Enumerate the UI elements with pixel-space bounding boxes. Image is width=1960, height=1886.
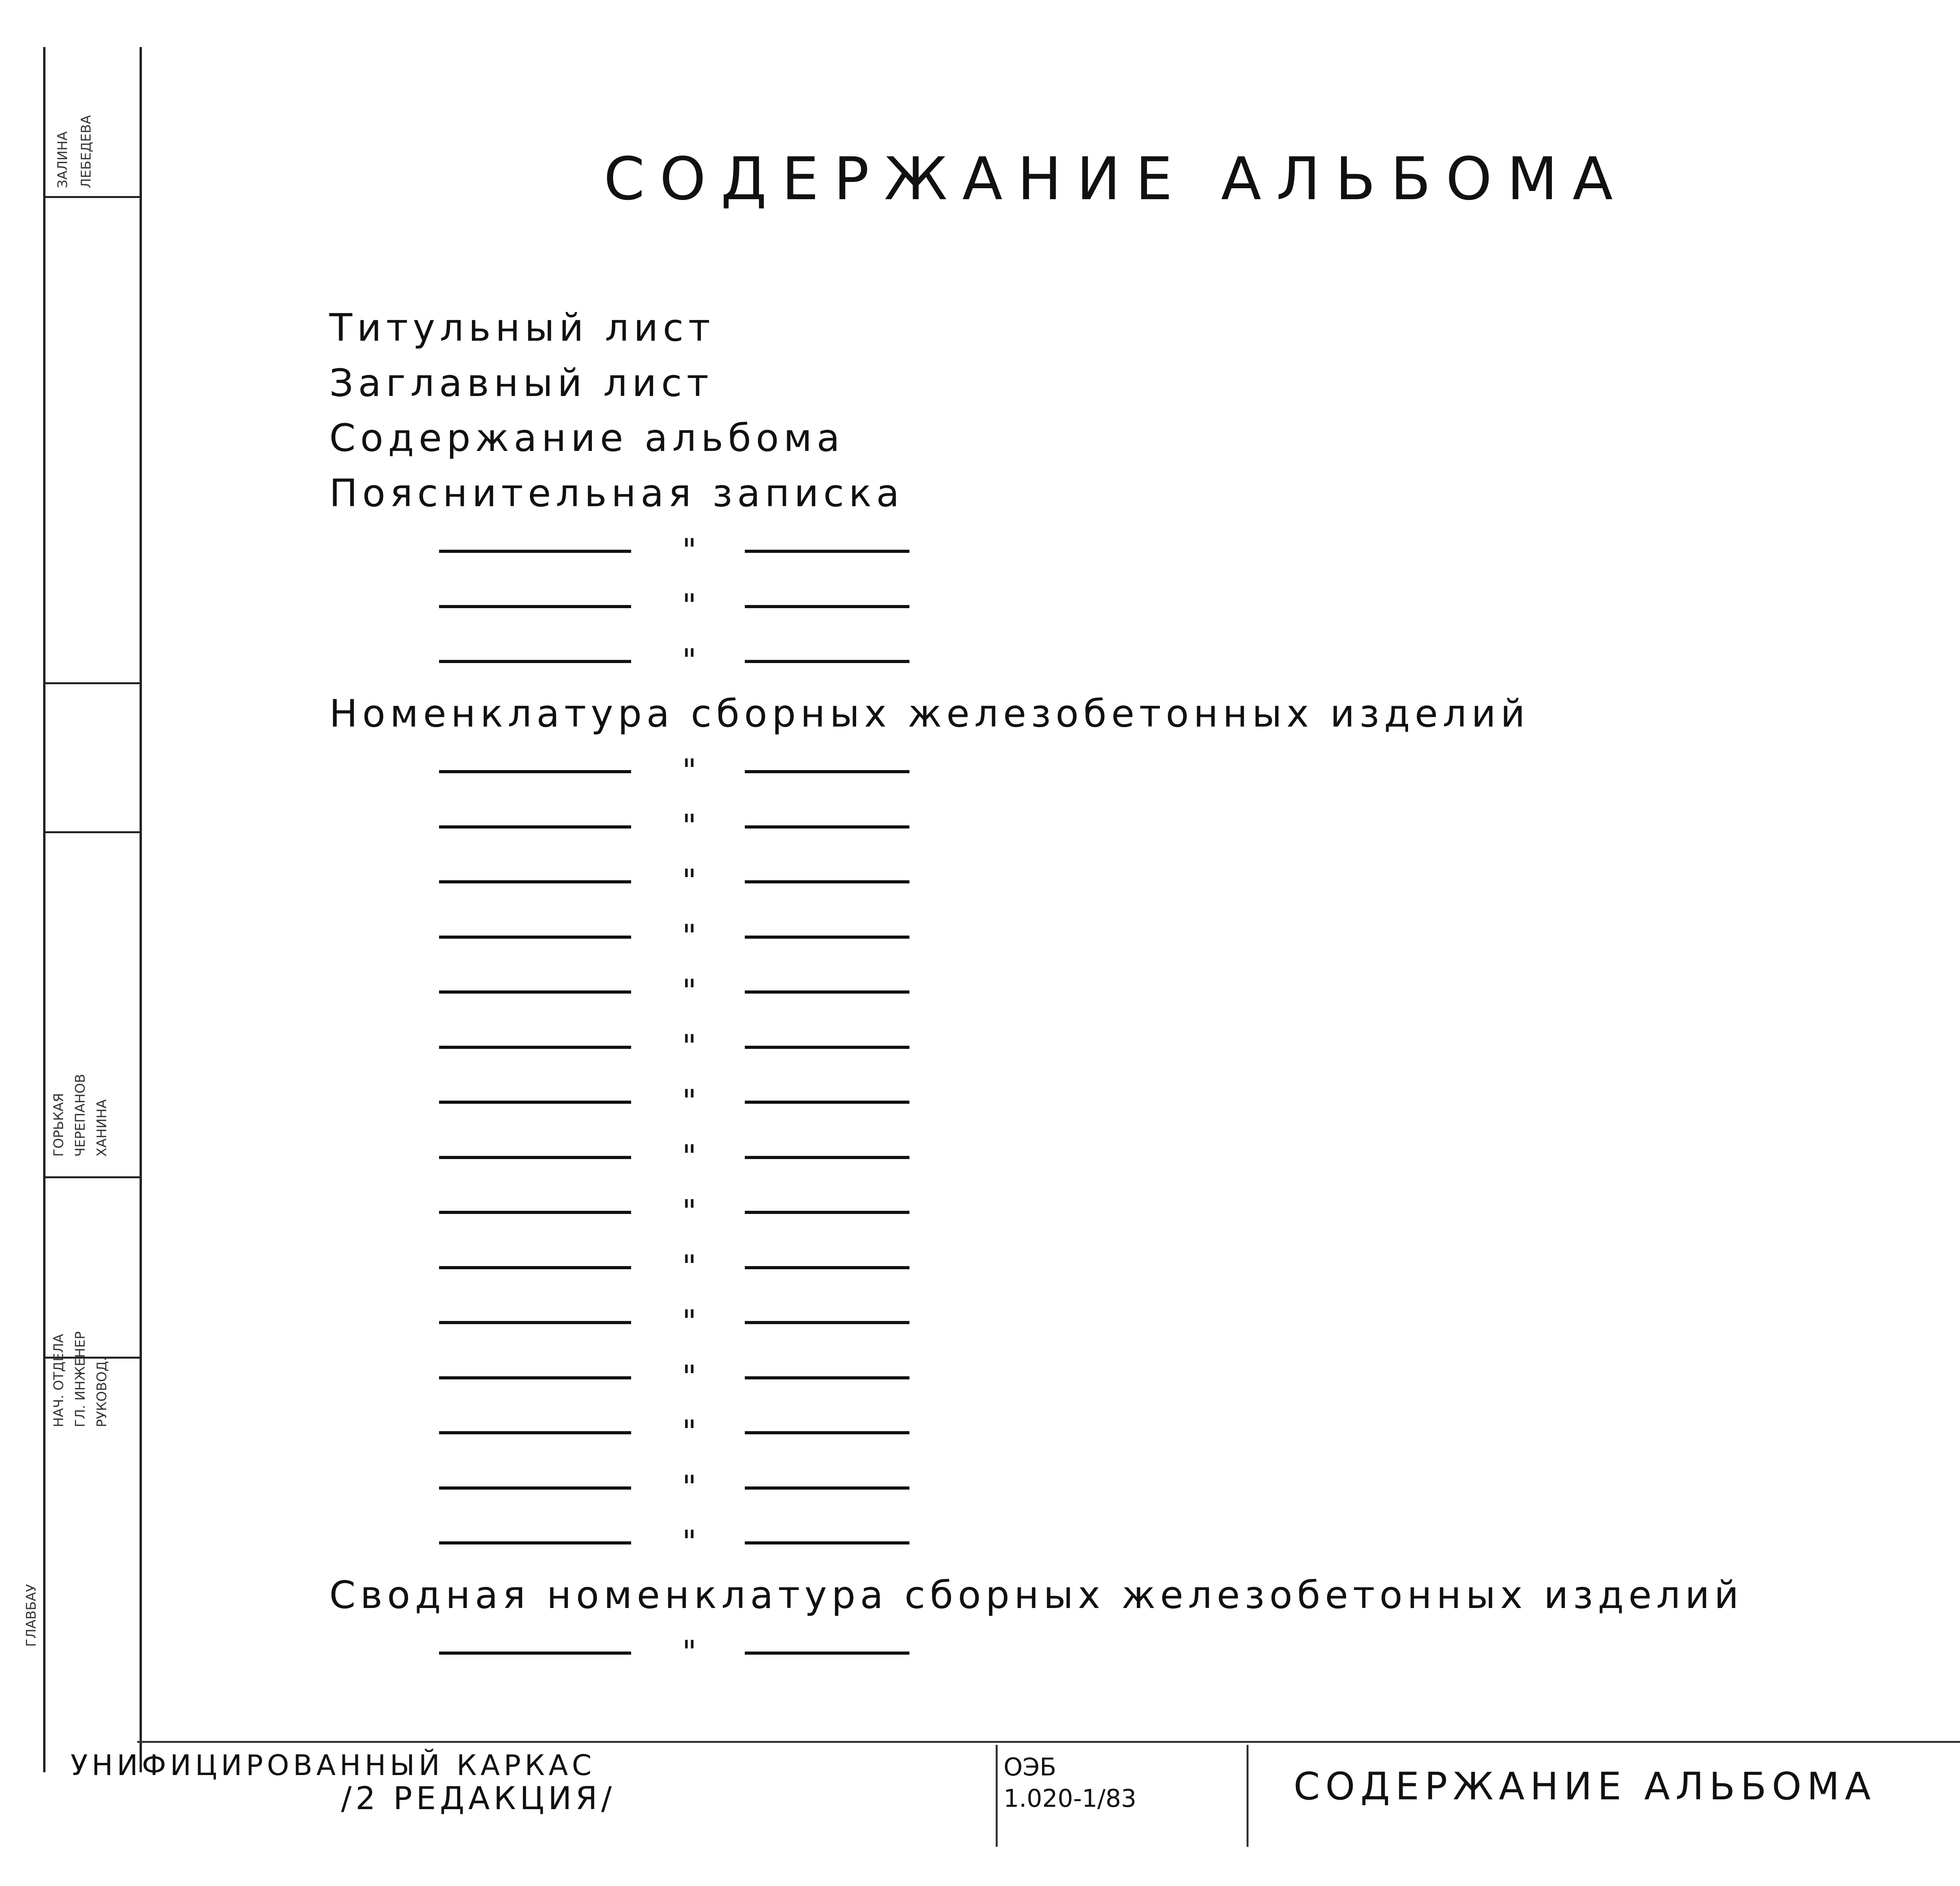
ditto-row [439,1634,917,1670]
ditto-line [439,1486,631,1490]
ditto-line [745,1046,909,1049]
ditto-row [439,918,917,954]
title-block-divider [996,1745,998,1847]
title-block-divider [1247,1745,1249,1847]
ditto-line [439,1541,631,1544]
ditto-row [439,1524,917,1560]
ditto-line [745,605,909,608]
series-code: 1.020-1/83 [1004,1784,1137,1813]
project-name: УНИФИЦИРОВАННЫЙ КАРКАС [71,1749,596,1782]
ditto-mark: " [682,642,697,679]
ditto-line [745,1101,909,1104]
ditto-row [439,642,917,679]
stamp-name: ЗАЛИНА [55,131,71,188]
sheet-title: СОДЕРЖАНИЕ АЛЬБОМА [1294,1764,1877,1808]
ditto-line [439,1046,631,1049]
ditto-row [439,1248,917,1285]
ditto-mark: " [682,1634,697,1670]
ditto-line [439,550,631,553]
ditto-mark: " [682,973,697,1009]
contents-entry-label: Заглавный лист [329,361,713,405]
ditto-row [439,1028,917,1065]
ditto-line [745,660,909,663]
ditto-row [439,752,917,789]
ditto-mark: " [682,532,697,569]
ditto-line [745,770,909,773]
ditto-line [745,990,909,994]
ditto-mark: " [682,918,697,954]
ditto-line [745,1486,909,1490]
stamp-name: ЧЕРЕПАНОВ [73,1074,88,1157]
ditto-mark: " [682,863,697,899]
stamp-name: РУКОВОД. [94,1357,110,1427]
stamp-name: ХАНИНА [94,1099,110,1157]
ditto-line [745,1652,909,1655]
ditto-row [439,1083,917,1119]
ditto-row [439,1193,917,1230]
contents-entry-label: Содержание альбома [329,416,845,460]
ditto-line [439,1321,631,1324]
side-approval-stamp [43,47,142,1772]
ditto-line [439,1156,631,1159]
ditto-mark: " [682,1138,697,1175]
ditto-mark: " [682,1028,697,1065]
ditto-mark: " [682,1414,697,1450]
ditto-mark: " [682,1303,697,1340]
ditto-line [745,1321,909,1324]
stamp-name: НАЧ. ОТДЕЛА [51,1334,67,1427]
stamp-divider [45,831,140,833]
ditto-line [439,1431,631,1434]
ditto-line [745,1266,909,1269]
ditto-line [439,1652,631,1655]
ditto-row [439,1138,917,1175]
ditto-mark: " [682,752,697,789]
ditto-line [745,936,909,939]
ditto-line [439,770,631,773]
ditto-mark: " [682,807,697,844]
ditto-mark: " [682,1083,697,1119]
stamp-divider [45,682,140,684]
ditto-line [745,550,909,553]
ditto-line [745,1541,909,1544]
series-code-top: ОЭБ [1004,1753,1056,1781]
page-title: СОДЕРЖАНИЕ АЛЬБОМА [604,145,1628,213]
ditto-row [439,532,917,569]
ditto-row [439,1303,917,1340]
ditto-line [439,880,631,883]
stamp-divider [45,196,140,198]
ditto-row [439,973,917,1009]
contents-entry-label: Пояснительная записка [329,471,904,515]
ditto-mark: " [682,1524,697,1560]
ditto-mark: " [682,1193,697,1230]
ditto-mark: " [682,1248,697,1285]
stamp-name: ГОРЬКАЯ [51,1093,67,1157]
ditto-row [439,1468,917,1505]
ditto-row [439,1358,917,1395]
ditto-line [439,825,631,829]
ditto-line [439,660,631,663]
ditto-mark: " [682,1358,697,1395]
ditto-line [745,1211,909,1214]
contents-entry-label: Титульный лист [329,306,715,350]
stamp-name: ГЛАВБАУ [24,1584,39,1647]
ditto-row [439,1414,917,1450]
ditto-row [439,863,917,899]
ditto-line [439,1211,631,1214]
project-edition: /2 РЕДАКЦИЯ/ [341,1780,616,1817]
ditto-mark: " [682,1468,697,1505]
ditto-line [745,1431,909,1434]
stamp-divider [45,1176,140,1178]
ditto-line [745,825,909,829]
ditto-line [439,936,631,939]
ditto-line [439,1266,631,1269]
contents-entry-label: Сводная номенклатура сборных железобетонных изделий [329,1573,1744,1617]
stamp-name: ЛЕБЕДЕВА [78,115,94,188]
ditto-line [745,1376,909,1379]
ditto-line [439,605,631,608]
ditto-line [439,990,631,994]
contents-entry-label: Номенклатура сборных железобетонных изделий [329,691,1530,736]
ditto-row [439,807,917,844]
stamp-name: ГЛ. ИНЖЕНЕР [73,1331,88,1427]
ditto-line [439,1376,631,1379]
ditto-line [745,880,909,883]
ditto-line [439,1101,631,1104]
ditto-mark: " [682,587,697,624]
ditto-line [745,1156,909,1159]
ditto-row [439,587,917,624]
